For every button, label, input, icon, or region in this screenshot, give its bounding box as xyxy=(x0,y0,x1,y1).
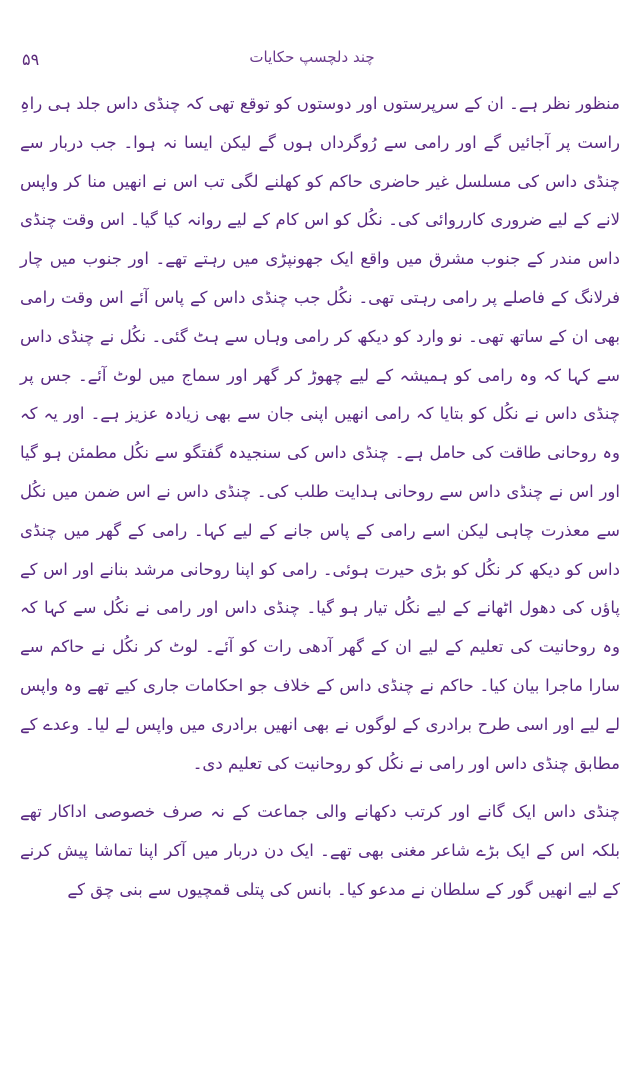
body-text xyxy=(20,85,620,910)
running-title: چند دلچسپ حکایات xyxy=(249,48,375,66)
paragraph-1: منظور نظر ہے۔ ان کے سرپرستوں اور دوستوں کو توقع تھی کہ چنڈی داس جلد ہی راہِ راست پر آجائیں گے اور رامی سے رُوگرداں ہوں گے لیکن ایسا نہ ہوا۔ جب دربار سے چنڈی داس کی مسلسل غیر حاضری حاکم کو کھلنے لگی تب اس نے انھیں منا کر واپس لانے کے لیے ضروری کارروائی کی۔ نکُل کو اس کام کے لیے روانہ کیا گیا۔ اس وقت چنڈی داس مندر کے جنوب مشرق میں واقع ایک جھونپڑی میں رہتے تھے۔ اور جنوب میں چار فرلانگ کے فاصلے پر رامی رہتی تھی۔ نکُل جب چنڈی داس کے پاس آئے اس وقت رامی بھی ان کے ساتھ تھی۔ نو وارد کو دیکھ کر رامی وہاں سے ہٹ گئی۔ نکُل نے چنڈی داس سے کہا کہ وہ رامی کو ہمیشہ کے لیے چھوڑ کر گھر اور سماج میں لوٹ آئے۔ جس پر چنڈی داس نے نکُل کو بتایا کہ رامی انھیں اپنی جان سے بھی زیادہ عزیز ہے۔ اور یہ کہ وہ روحانی طاقت کی حامل ہے۔ چنڈی داس کی سنجیدہ گفتگو سے نکُل مطمئن ہو گیا اور اس نے چنڈی داس سے روحانی ہدایت طلب کی۔ چنڈی داس نے اس ضمن میں نکُل سے معذرت چاہی لیکن اسے رامی کے پاس جانے کے لیے کہا۔ رامی کے گھر میں چنڈی داس کو دیکھ کر نکُل کو بڑی حیرت ہوئی۔ رامی کو اپنا روحانی مرشد بنانے اور اس کے پاؤں کی دھول اٹھانے کے لیے نکُل تیار ہو گیا۔ چنڈی داس اور رامی نے نکُل سے کہا کہ وہ روحانیت کی تعلیم کے لیے ان کے گھر آدھی رات کو آئے۔ لوٹ کر نکُل نے حاکم سے سارا ماجرا بیان کیا۔ حاکم نے چنڈی داس کے خلاف جو احکامات جاری کیے تھے وہ واپس لے لیے اور اسی طرح برادری کے لوگوں نے بھی انھیں برادری میں واپس لے لیا۔ وعدے کے مطابق چنڈی داس اور رامی نے نکُل کو روحانیت کی تعلیم دی۔ xyxy=(20,94,620,773)
paragraph-2: چنڈی داس ایک گانے اور کرتب دکھانے والی جماعت کے نہ صرف خصوصی اداکار تھے بلکہ اس کے ایک بڑے شاعر مغنی بھی تھے۔ ایک دن دربار میں آکر اپنا تماشا پیش کرنے کے لیے انھیں گور کے سلطان نے مدعو کیا۔ بانس کی پتلی قمچیوں سے بنی چق کے xyxy=(20,802,620,899)
page-header xyxy=(22,48,602,78)
page-number: ۵۹ xyxy=(22,50,40,69)
